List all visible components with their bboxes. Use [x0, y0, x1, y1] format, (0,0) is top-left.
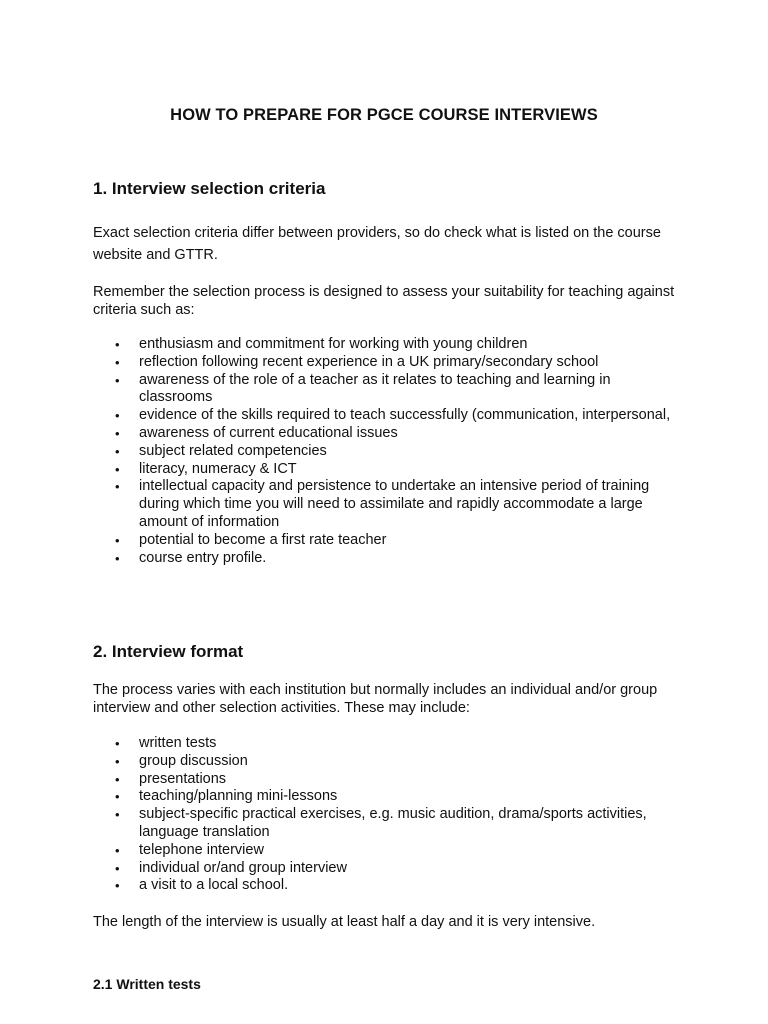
bullet-icon: •: [115, 443, 120, 459]
bullet-icon: •: [115, 789, 120, 805]
list-item: • reflection following recent experience in a UK primary/secondary school: [115, 353, 599, 370]
bullet-icon: •: [115, 425, 120, 441]
interview-format-list: [93, 735, 683, 895]
bullet-icon: •: [115, 372, 120, 388]
subsection-heading-written-tests: 2.1 Written tests: [93, 976, 201, 992]
list-item: • subject related competencies: [115, 442, 327, 459]
list-item: • potential to become a first rate teacher: [115, 531, 387, 548]
list-item: • a visit to a local school.: [115, 877, 289, 894]
bullet-icon: •: [115, 532, 120, 548]
list-item: • written tests: [115, 735, 217, 751]
list-item: • literacy, numeracy & ICT: [115, 460, 297, 477]
section-heading-selection-criteria: 1. Interview selection criteria: [93, 179, 326, 198]
list-item: • presentations: [115, 770, 227, 787]
section-heading-interview-format: 2. Interview format: [93, 642, 244, 661]
bullet-icon: •: [115, 842, 120, 858]
bullet-icon: •: [115, 753, 120, 769]
selection-criteria-intro-paragraph: Exact selection criteria differ between providers, so do check what is listed on the course website and GTTR.: [93, 225, 661, 263]
list-item: • telephone interview: [115, 841, 264, 858]
bullet-icon: •: [115, 337, 120, 352]
document-title: HOW TO PREPARE FOR PGCE COURSE INTERVIEWS: [170, 106, 598, 124]
bullet-icon: •: [115, 860, 120, 876]
list-item: • awareness of the role of a teacher as it relates to teaching and learning in classrooms: [115, 371, 611, 406]
selection-criteria-remember-paragraph: Remember the selection process is designed to assess your suitability for teaching against criteria such as:: [93, 284, 675, 318]
bullet-icon: •: [115, 408, 120, 424]
bullet-icon: •: [115, 461, 120, 477]
list-item: • course entry profile.: [115, 549, 267, 566]
list-item: • intellectual capacity and persistence to undertake an intensive period of training during which time you will need to assimilate and rapidly accommodate a large amount of information: [115, 478, 650, 530]
bullet-icon: •: [115, 479, 120, 495]
bullet-icon: •: [115, 736, 120, 751]
bullet-icon: •: [115, 771, 120, 787]
bullet-icon: •: [115, 807, 120, 823]
list-item: • group discussion: [115, 752, 248, 769]
list-item: • individual or/and group interview: [115, 859, 347, 876]
bullet-icon: •: [115, 550, 120, 566]
selection-criteria-list: [93, 336, 683, 567]
list-item: • enthusiasm and commitment for working with young children: [115, 336, 528, 352]
bullet-icon: •: [115, 878, 120, 894]
list-item: • evidence of the skills required to teach successfully (communication, interpersonal,: [115, 407, 671, 424]
list-item: • awareness of current educational issues: [115, 424, 398, 441]
list-item: • subject-specific practical exercises, e.g. music audition, drama/sports activities, language translation: [115, 806, 647, 840]
bullet-icon: •: [115, 354, 120, 370]
list-item: • teaching/planning mini-lessons: [115, 788, 338, 805]
interview-length-paragraph: The length of the interview is usually at least half a day and it is very intensive.: [93, 914, 596, 930]
interview-format-intro-paragraph: The process varies with each institution but normally includes an individual and/or group interview and other selection activities. These may include:: [93, 682, 658, 716]
